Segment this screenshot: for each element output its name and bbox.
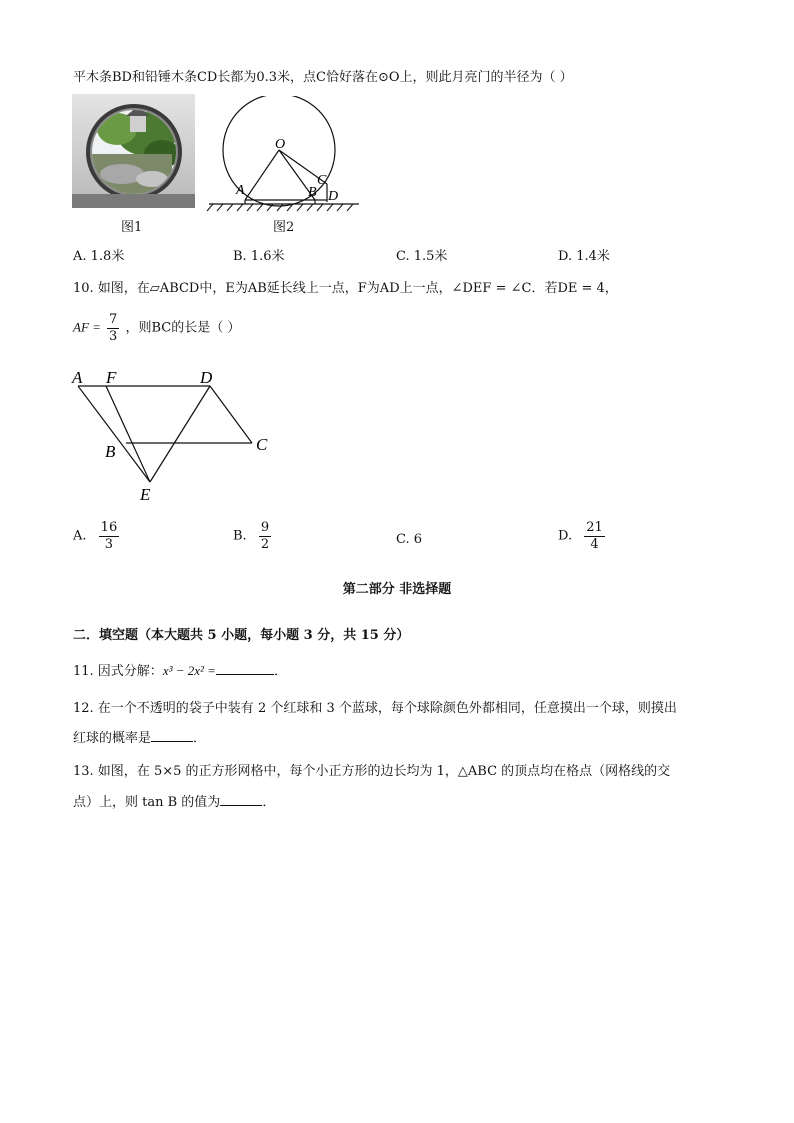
label-o: O <box>275 137 286 152</box>
q9-option-d[interactable]: D. 1.4米 <box>558 249 610 264</box>
label-f: F <box>106 368 117 387</box>
q13-line2: 点）上，则 tan B 的值为 ． <box>73 795 276 810</box>
segment-oa <box>245 150 279 200</box>
q10-option-a[interactable]: A. $\frac{16}{3}$ <box>73 520 118 552</box>
q13-answer-blank[interactable] <box>220 793 262 806</box>
q10-option-b[interactable]: B. $\frac{9}{2}$ <box>233 520 270 552</box>
q12-line1: 12. 在一个不透明的袋子中装有 2 个红球和 3 个蓝球，每个球除颜色外都相同，任意摸出一个球，则摸出 <box>73 701 677 716</box>
circle-geometry-figure <box>205 96 365 220</box>
q10-stem-line2: AF = $\frac{7}{3}$ ，则BC的长是（ ） <box>73 312 241 344</box>
label-d: D <box>328 189 339 204</box>
segment-fe <box>106 386 150 482</box>
q10-option-d[interactable]: D. $\frac{21}{4}$ <box>558 520 603 552</box>
label-a: A <box>72 368 83 387</box>
q12-line2: 红球的概率是 ． <box>73 731 207 746</box>
q9-option-c[interactable]: C. 1.5米 <box>396 249 448 264</box>
segment-de <box>150 386 210 482</box>
section2-title: 二．填空题（本大题共 5 小题，每小题 3 分，共 15 分） <box>73 628 410 643</box>
label-d: D <box>200 368 213 387</box>
q9-option-b[interactable]: B. 1.6米 <box>233 249 285 264</box>
label-e: E <box>140 485 151 504</box>
q13-line1: 13. 如图，在 5×5 的正方形网格中，每个小正方形的边长均为 1，△ABC 的顶点均在格点（网格线的交 <box>73 764 671 779</box>
figure1-caption: 图1 <box>121 220 143 235</box>
label-b: B <box>308 185 317 200</box>
segment-ae <box>78 386 150 482</box>
label-b: B <box>105 442 116 461</box>
q12-answer-blank[interactable] <box>151 729 193 742</box>
figure2-caption: 图2 <box>273 220 295 235</box>
q9-option-a[interactable]: A. 1.8米 <box>73 249 125 264</box>
q9-stem: 平木条BD和铅锤木条CD长都为0.3米，点C恰好落在⊙O上，则此月亮门的半径为（ ） <box>73 70 573 85</box>
q10-option-c[interactable]: C. 6 <box>396 532 423 547</box>
parallelogram-figure <box>70 366 280 506</box>
q11: 11. 因式分解：x³ − 2x² = ． <box>73 663 287 679</box>
label-a: A <box>236 183 245 198</box>
segment-dc <box>210 386 252 443</box>
part2-title: 第二部分 非选择题 <box>342 582 452 597</box>
label-c: C <box>256 435 268 454</box>
label-c: C <box>317 173 327 188</box>
moon-gate-photo <box>72 94 195 208</box>
q11-answer-blank[interactable] <box>216 662 274 675</box>
fraction-af: $\frac{7}{3}$ <box>109 312 118 344</box>
q10-stem-line1: 10. 如图，在▱ABCD中，E为AB延长线上一点，F为AD上一点，∠DEF = ∠C．若DE = 4， <box>73 281 618 296</box>
